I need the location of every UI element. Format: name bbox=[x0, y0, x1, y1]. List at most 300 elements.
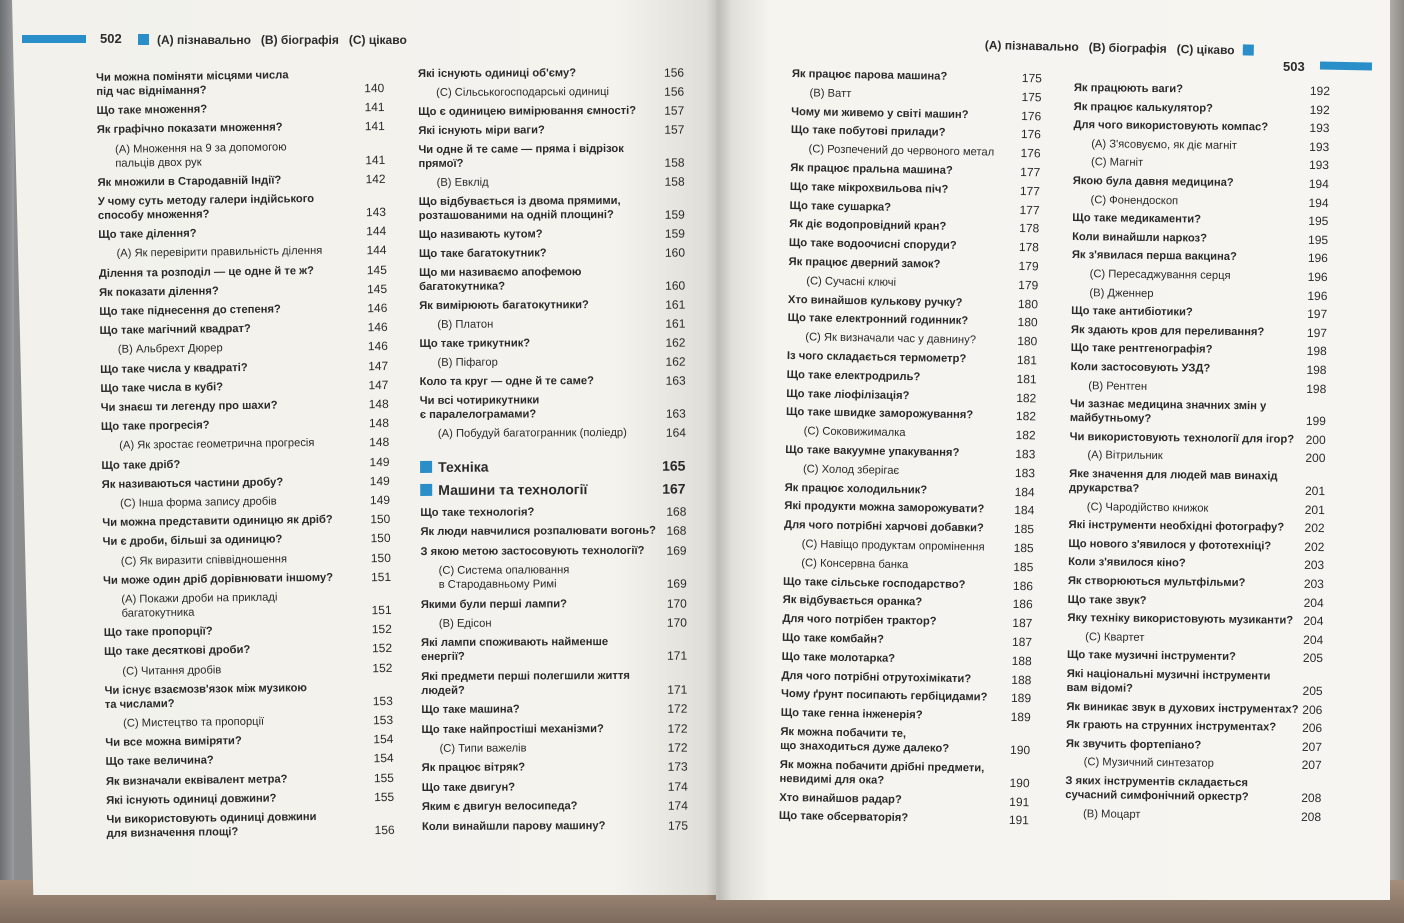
toc-entry-title: У чому суть методу галери індійського bbox=[97, 192, 315, 208]
toc-entry-title: Які національні музичні інструменти bbox=[1066, 667, 1271, 683]
toc-entry-title: (С) Читання дробів bbox=[122, 663, 222, 678]
toc-entry-title: є паралелограмами? bbox=[419, 408, 537, 421]
toc-entry-page: 202 bbox=[1304, 521, 1325, 536]
toc-entry bbox=[779, 791, 1030, 809]
toc-entry bbox=[1065, 775, 1248, 790]
toc-entry bbox=[791, 68, 1043, 86]
toc-entry-page: 145 bbox=[366, 281, 388, 297]
toc-entry bbox=[790, 124, 1042, 142]
toc-entry-title: (А) Як перевірити правильність ділення bbox=[116, 245, 323, 261]
toc-entry-title: Що ми називаємо апофемою bbox=[419, 266, 582, 279]
toc-entry-title: (С) Магніт bbox=[1090, 156, 1144, 170]
toc-entry-page: 189 bbox=[1010, 691, 1032, 706]
toc-entry bbox=[782, 613, 1033, 631]
toc-entry-page: 172 bbox=[667, 701, 688, 716]
toc-entry bbox=[421, 682, 688, 698]
toc-entry bbox=[420, 425, 686, 441]
toc-entry bbox=[102, 492, 391, 511]
toc-entry bbox=[1073, 82, 1331, 99]
toc-entry-title: (В) Рентген bbox=[1088, 379, 1148, 393]
section-page: 165 bbox=[662, 457, 686, 474]
toc-entry-title: Із чого складається термометр? bbox=[786, 349, 967, 366]
toc-entry-title: під час віднімання? bbox=[96, 84, 207, 98]
toc-entry-title: (С) Як виразити співвідношення bbox=[120, 552, 288, 568]
toc-entry-page: 185 bbox=[1013, 540, 1034, 556]
toc-entry-page: 193 bbox=[1309, 139, 1330, 154]
toc-entry-page: 164 bbox=[665, 425, 686, 440]
toc-entry bbox=[786, 387, 1037, 405]
toc-entry-page: 146 bbox=[367, 339, 388, 354]
toc-entry bbox=[1073, 119, 1330, 136]
toc-entry-page: 182 bbox=[1015, 409, 1037, 424]
toc-entry-title: Як з'явилася перша вакцина? bbox=[1071, 249, 1237, 264]
toc-entry-title: (С) Квартет bbox=[1085, 630, 1145, 644]
toc-entry-page: 163 bbox=[665, 373, 686, 388]
toc-entry-title: (А) Побудуй багатогранник (поліедр) bbox=[437, 426, 627, 440]
toc-entry bbox=[96, 119, 385, 138]
section-square-icon bbox=[420, 484, 432, 496]
toc-entry-page: 187 bbox=[1012, 616, 1033, 631]
toc-entry bbox=[420, 504, 687, 520]
toc-section-heading bbox=[420, 457, 686, 475]
toc-entry-page: 174 bbox=[667, 798, 688, 813]
toc-entry-title: Які продукти можна заморожувати? bbox=[784, 500, 985, 516]
toc-entry-title: Чи можна представити одиницю як дріб? bbox=[102, 513, 333, 530]
toc-entry bbox=[102, 531, 391, 550]
toc-entry-title: Як діє водопровідний кран? bbox=[789, 218, 947, 234]
toc-entry bbox=[781, 650, 1032, 669]
page-number-left: 502 bbox=[100, 31, 122, 46]
toc-entry bbox=[786, 425, 1036, 443]
toc-entry bbox=[105, 770, 395, 789]
toc-entry-title: Коли винайшли наркоз? bbox=[1072, 230, 1208, 245]
toc-entry-title: Для чого потрібні харчові добавки? bbox=[783, 519, 984, 535]
toc-entry-page: 201 bbox=[1304, 483, 1326, 499]
toc-entry-page: 174 bbox=[667, 779, 688, 794]
toc-entry-title: (В) Піфагор bbox=[437, 356, 498, 369]
toc-entry-page: 185 bbox=[1013, 522, 1035, 537]
toc-entry-page: 193 bbox=[1309, 121, 1330, 136]
toc-entry bbox=[782, 594, 1033, 612]
toc-entry-title: Ділення та розподіл — це одне й те ж? bbox=[98, 264, 314, 280]
toc-entry-page: 188 bbox=[1011, 653, 1032, 669]
toc-entry bbox=[100, 358, 389, 377]
toc-entry-title: Що таке генна інженерія? bbox=[780, 707, 923, 722]
toc-entry-page: 157 bbox=[664, 103, 685, 118]
toc-entry-title: людей? bbox=[421, 684, 465, 697]
toc-entry bbox=[419, 316, 686, 332]
toc-entry-title: Як можна побачити те, bbox=[780, 725, 907, 741]
toc-entry-page: 195 bbox=[1308, 214, 1329, 229]
toc-entry-title: Чи все можна виміряти? bbox=[105, 735, 242, 750]
toc-entry bbox=[103, 550, 391, 569]
toc-entry bbox=[785, 463, 1036, 481]
toc-entry-page: 175 bbox=[1021, 71, 1043, 86]
toc-entry-title: Що таке ліофілізація? bbox=[786, 387, 910, 402]
toc-entry-title: З якою метою застосовують технології? bbox=[420, 544, 645, 558]
header-categories-text: (А) пізнавально (В) біографія (С) цікаво bbox=[157, 33, 407, 47]
toc-entry-page: 187 bbox=[1011, 634, 1033, 650]
toc-entry-title: Як працюють ваги? bbox=[1073, 82, 1184, 96]
toc-entry-page: 172 bbox=[667, 721, 688, 736]
header-square-icon bbox=[1242, 44, 1253, 55]
toc-entry-title: Які існують одиниці об'єму? bbox=[418, 67, 577, 80]
toc-entry-title: (В) Едісон bbox=[438, 617, 492, 630]
toc-entry bbox=[97, 152, 386, 170]
toc-entry bbox=[419, 335, 686, 351]
toc-entry-title: Що таке магічний квадрат? bbox=[99, 323, 251, 338]
toc-entry bbox=[1070, 323, 1328, 340]
toc-entry bbox=[780, 707, 1031, 725]
toc-entry bbox=[779, 772, 1030, 791]
toc-entry-title: Коло та круг — одне й те саме? bbox=[419, 375, 594, 388]
toc-entry-page: 188 bbox=[1011, 672, 1032, 687]
toc-entry bbox=[778, 810, 1030, 828]
toc-entry bbox=[1072, 268, 1328, 285]
page-number-right: 503 bbox=[1283, 59, 1305, 74]
toc-entry-page: 207 bbox=[1301, 739, 1323, 754]
toc-entry-page: 147 bbox=[368, 377, 389, 393]
toc-entry-title: Що нового з'явилося у фототехніці? bbox=[1068, 537, 1272, 553]
toc-entry-page: 168 bbox=[666, 504, 687, 519]
toc-entry-page: 182 bbox=[1016, 390, 1037, 405]
toc-entry-title: (С) Холод зберігає bbox=[802, 463, 900, 477]
toc-entry-page: 161 bbox=[665, 316, 686, 331]
toc-entry-page: 205 bbox=[1302, 651, 1324, 666]
toc-entry-title: Для чого використовують компас? bbox=[1073, 119, 1269, 134]
toc-entry-title: пальців двох рук bbox=[115, 156, 202, 170]
toc-entry-page: 208 bbox=[1300, 809, 1322, 824]
toc-entry bbox=[1073, 156, 1330, 173]
toc-entry-title: Для чого потрібні отрутохімікати? bbox=[781, 669, 972, 685]
toc-entry-page: 170 bbox=[666, 615, 687, 630]
toc-entry-page: 206 bbox=[1302, 721, 1323, 736]
toc-entry bbox=[105, 712, 394, 731]
toc-entry-title: Для чого потрібен трактор? bbox=[782, 613, 937, 628]
toc-entry-title: Як люди навчилися розпалювати вогонь? bbox=[420, 525, 656, 539]
toc-entry-page: 146 bbox=[367, 320, 388, 335]
toc-entry-page: 198 bbox=[1306, 344, 1327, 359]
toc-entry bbox=[786, 368, 1037, 387]
toc-entry-page: 186 bbox=[1012, 597, 1033, 612]
toc-entry-page: 202 bbox=[1304, 539, 1325, 554]
toc-entry-title: Як множили в Стародавній Індії? bbox=[97, 174, 282, 189]
toc-entry-title: (С) Інша форма запису дробів bbox=[119, 495, 277, 510]
toc-entry bbox=[421, 615, 687, 631]
toc-entry-page: 197 bbox=[1306, 325, 1328, 340]
toc-entry-page: 191 bbox=[1009, 794, 1030, 809]
toc-entry-title: Хто винайшов радар? bbox=[779, 791, 902, 806]
toc-entry bbox=[789, 180, 1041, 199]
toc-entry bbox=[104, 641, 393, 659]
toc-entry-page: 189 bbox=[1010, 710, 1031, 725]
toc-entry-title: Чи зазнає медицина значних змін у bbox=[1069, 398, 1267, 413]
toc-entry-title: Як працює дверний замок? bbox=[788, 255, 941, 271]
toc-entry-title: Що називають кутом? bbox=[418, 228, 543, 241]
toc-entry-page: 194 bbox=[1308, 176, 1329, 192]
toc-entry bbox=[421, 564, 570, 578]
toc-entry-page: 155 bbox=[374, 789, 395, 804]
toc-entry-page: 196 bbox=[1307, 269, 1328, 285]
toc-entry-page: 180 bbox=[1017, 334, 1038, 349]
toc-entry-title: Як називаються частини дробу? bbox=[101, 476, 284, 491]
toc-entry-title: (С) Музичний синтезатор bbox=[1083, 756, 1214, 771]
toc-entry-page: 194 bbox=[1308, 195, 1329, 210]
toc-entry bbox=[1069, 449, 1326, 466]
toc-entry-page: 152 bbox=[372, 660, 393, 675]
toc-entry-page: 177 bbox=[1019, 202, 1040, 217]
toc-entry-title: Що таке величина? bbox=[105, 754, 214, 769]
toc-entry-page: 193 bbox=[1308, 158, 1330, 173]
toc-entry-title: Що таке вакуумне упакування? bbox=[785, 443, 960, 459]
toc-entry bbox=[418, 122, 685, 138]
toc-entry bbox=[419, 278, 686, 294]
toc-entry-page: 150 bbox=[370, 550, 391, 565]
toc-entry bbox=[421, 576, 687, 592]
toc-entry-page: 182 bbox=[1015, 428, 1036, 443]
toc-entry-title: Що таке прогресія? bbox=[100, 419, 210, 434]
toc-entry-page: 152 bbox=[371, 622, 392, 637]
toc-entry-page: 146 bbox=[367, 300, 388, 316]
toc-entry bbox=[100, 396, 389, 414]
toc-entry-page: 141 bbox=[365, 152, 386, 167]
toc-entry-page: 153 bbox=[372, 712, 394, 728]
toc-entry bbox=[419, 266, 581, 280]
toc-entry-title: Як звучить фортепіано? bbox=[1065, 737, 1202, 752]
header-color-bar bbox=[22, 35, 86, 43]
toc-entry-title: (С) Пересаджування серця bbox=[1089, 268, 1231, 282]
toc-entry-page: 156 bbox=[374, 822, 395, 838]
toc-entry bbox=[1070, 360, 1327, 378]
toc-entry-title: (А) Як зростає геометрична прогресія bbox=[119, 437, 315, 453]
header-categories-text: (А) пізнавально (В) біографія (С) цікаво bbox=[984, 38, 1235, 58]
toc-entry-title: (А) З'ясовуємо, як діє магніт bbox=[1091, 138, 1238, 152]
toc-entry-title: (В) Моцарт bbox=[1082, 807, 1141, 821]
toc-entry-title: що знаходиться дуже далеко? bbox=[780, 739, 950, 755]
toc-entry bbox=[106, 822, 395, 841]
toc-entry bbox=[419, 174, 685, 190]
toc-entry-title: Як визначали еквівалент метра? bbox=[105, 772, 288, 788]
toc-entry-page: 198 bbox=[1306, 362, 1327, 378]
toc-entry-page: 153 bbox=[372, 693, 393, 708]
toc-entry-title: Що таке водоочисні споруди? bbox=[788, 237, 957, 253]
background-left-edge bbox=[0, 0, 14, 923]
toc-entry bbox=[1067, 593, 1324, 610]
toc-entry bbox=[421, 636, 608, 650]
toc-entry bbox=[100, 339, 388, 358]
toc-entry-page: 185 bbox=[1013, 559, 1034, 575]
toc-entry bbox=[100, 416, 390, 435]
toc-entry-page: 196 bbox=[1307, 251, 1328, 266]
toc-entry-title: Яку техніку використовують музиканти? bbox=[1067, 612, 1294, 627]
toc-entry-title: (С) Сучасні ключі bbox=[806, 275, 897, 289]
toc-entry bbox=[103, 602, 392, 621]
toc-entry-title: Що таке молотарка? bbox=[781, 650, 896, 665]
toc-entry bbox=[421, 670, 630, 684]
toc-entry-title: Що таке багатокутник? bbox=[418, 247, 547, 260]
toc-entry-page: 160 bbox=[665, 278, 686, 293]
toc-entry-title: Як працює парова машина? bbox=[791, 68, 948, 83]
toc-entry-page: 154 bbox=[373, 732, 394, 747]
toc-entry-page: 147 bbox=[368, 358, 389, 373]
toc-entry-title: прямої? bbox=[418, 157, 464, 170]
toc-entry-page: 149 bbox=[369, 473, 390, 489]
toc-entry-page: 176 bbox=[1021, 108, 1042, 123]
toc-entry-page: 195 bbox=[1308, 232, 1329, 247]
toc-entry bbox=[1073, 138, 1330, 154]
toc-entry bbox=[780, 726, 906, 741]
toc-entry bbox=[103, 622, 392, 641]
toc-entry bbox=[1068, 556, 1325, 573]
toc-entry-page: 144 bbox=[366, 224, 387, 239]
toc-entry-title: Що таке машина? bbox=[421, 703, 520, 717]
toc-entry-page: 203 bbox=[1304, 558, 1325, 573]
toc-entry-title: (С) Консервна банка bbox=[801, 557, 909, 571]
toc-entry-title: Як виникає звук в духових інструментах? bbox=[1066, 700, 1299, 716]
toc-entry bbox=[422, 740, 688, 756]
toc-entry-title: (А) Вітрильник bbox=[1087, 449, 1163, 463]
toc-entry-title: Що таке електронний годинник? bbox=[787, 312, 969, 328]
toc-entry-page: 158 bbox=[664, 174, 685, 189]
header-square-icon bbox=[138, 34, 149, 45]
toc-entry-title: Як вимірюють багатокутники? bbox=[419, 299, 589, 312]
toc-entry-page: 203 bbox=[1303, 576, 1325, 592]
toc-entry-title: Що таке сільське господарство? bbox=[782, 575, 966, 591]
toc-entry bbox=[103, 592, 277, 607]
toc-entry-title: (С) Мистецтво та пропорції bbox=[123, 715, 265, 730]
toc-entry-page: 208 bbox=[1301, 790, 1322, 806]
toc-entry-page: 173 bbox=[667, 759, 688, 775]
toc-entry-title: Що є одиницею вимірювання ємності? bbox=[418, 104, 637, 118]
toc-entry bbox=[1065, 737, 1323, 754]
toc-entry-title: Як створюються мультфільми? bbox=[1067, 574, 1246, 590]
toc-entry-title: Чи всі чотирикутники bbox=[419, 394, 540, 407]
toc-entry bbox=[789, 199, 1040, 217]
toc-entry-title: Що таке музичні інструменти? bbox=[1066, 649, 1236, 664]
toc-entry-page: 169 bbox=[666, 576, 687, 591]
toc-entry-page: 201 bbox=[1304, 502, 1325, 517]
toc-entry-title: (В) Альбрехт Дюрер bbox=[117, 342, 223, 357]
toc-entry-title: та числами? bbox=[104, 697, 175, 711]
toc-entry-title: Що таке числа в кубі? bbox=[100, 381, 224, 395]
toc-entry bbox=[106, 789, 395, 807]
toc-entry-page: 183 bbox=[1015, 446, 1036, 462]
toc-entry-page: 198 bbox=[1306, 381, 1327, 396]
toc-entry-title: майбутньому? bbox=[1069, 412, 1152, 426]
toc-entry bbox=[419, 297, 686, 313]
toc-entry bbox=[1072, 212, 1329, 229]
toc-entry-page: 192 bbox=[1309, 83, 1331, 99]
toc-entry-page: 169 bbox=[666, 543, 687, 558]
toc-entry-page: 184 bbox=[1014, 503, 1035, 518]
toc-entry-page: 190 bbox=[1010, 742, 1031, 758]
toc-entry-title: Що таке числа у квадраті? bbox=[100, 361, 248, 376]
toc-entry bbox=[421, 818, 689, 834]
toc-entry-title: Чи знаєш ти легенду про шахи? bbox=[100, 399, 278, 414]
toc-entry bbox=[421, 798, 688, 814]
toc-entry-title: (С) Як визначали час у давнину? bbox=[805, 331, 977, 347]
toc-entry-page: 162 bbox=[665, 354, 686, 369]
toc-entry-title: багатокутника bbox=[121, 606, 195, 620]
toc-entry-page: 204 bbox=[1303, 595, 1324, 610]
toc-entry-title: (С) Розпечений до червоного метал bbox=[808, 143, 995, 159]
toc-entry-page: 190 bbox=[1009, 775, 1030, 791]
toc-entry bbox=[418, 245, 686, 261]
toc-entry-title: невидимі для ока? bbox=[779, 772, 885, 787]
toc-entry-page: 152 bbox=[371, 641, 393, 656]
toc-entry-title: Як графічно показати множення? bbox=[96, 121, 283, 137]
toc-entry bbox=[1066, 756, 1322, 773]
toc-entry-page: 144 bbox=[366, 243, 387, 258]
toc-entry-page: 155 bbox=[373, 770, 395, 785]
toc-entry-title: Яке значення для людей мав винахід bbox=[1069, 467, 1278, 483]
toc-entry bbox=[1069, 500, 1325, 517]
toc-entry-page: 142 bbox=[365, 171, 386, 187]
toc-entry bbox=[1069, 412, 1326, 429]
toc-entry-title: Як працює пральна машина? bbox=[790, 161, 953, 177]
toc-entry-title: Що таке технологія? bbox=[420, 506, 535, 519]
toc-entry-page: 200 bbox=[1305, 451, 1326, 466]
toc-entry-page: 150 bbox=[370, 512, 391, 527]
toc-entry bbox=[420, 394, 540, 408]
header-categories-left bbox=[130, 33, 407, 47]
toc-entry-title: Як працює калькулятор? bbox=[1073, 100, 1213, 115]
toc-entry-page: 205 bbox=[1302, 683, 1323, 699]
toc-entry-title: (С) Фонендоскоп bbox=[1090, 193, 1179, 207]
toc-entry-title: багатокутника? bbox=[419, 280, 506, 293]
toc-entry bbox=[421, 779, 688, 794]
toc-entry-page: 170 bbox=[666, 596, 687, 611]
toc-entry bbox=[1071, 305, 1328, 322]
toc-entry bbox=[420, 523, 687, 539]
toc-entry-title: Що таке найпростіші механізми? bbox=[421, 722, 604, 736]
toc-entry bbox=[1071, 286, 1328, 303]
toc-entry bbox=[1066, 649, 1324, 666]
section-title: Техніка bbox=[438, 458, 489, 475]
toc-entry-page: 158 bbox=[664, 155, 685, 170]
toc-entry-title: (А) Множення на 9 за допомогою bbox=[114, 140, 287, 156]
toc-entry bbox=[1070, 379, 1327, 396]
toc-entry-title: Чи можна поміняти місцями числа bbox=[96, 69, 289, 84]
toc-entry-title: друкарства? bbox=[1068, 481, 1140, 495]
toc-entry-title: розташованими на одній площині? bbox=[418, 208, 614, 222]
toc-entry-title: Що таке звук? bbox=[1067, 593, 1147, 607]
toc-entry bbox=[105, 751, 394, 770]
toc-entry-title: (С) Соковижималка bbox=[803, 425, 906, 440]
toc-entry bbox=[98, 281, 388, 300]
toc-entry-page: 183 bbox=[1014, 465, 1036, 481]
toc-entry bbox=[96, 100, 385, 119]
toc-entry bbox=[420, 354, 686, 370]
toc-entry bbox=[781, 631, 1033, 650]
toc-entry-page: 177 bbox=[1020, 164, 1041, 180]
toc-entry-title: (В) Платон bbox=[437, 318, 494, 331]
header-color-bar bbox=[1320, 61, 1372, 70]
toc-entry bbox=[101, 454, 390, 472]
toc-entry-title: способу множення? bbox=[97, 208, 210, 222]
toc-entry-title: Що таке десяткові дроби? bbox=[104, 644, 251, 659]
toc-entry-title: Чи існує взаємозв'язок між музикою bbox=[104, 681, 308, 697]
toc-entry bbox=[791, 87, 1042, 105]
toc-entry-page: 197 bbox=[1307, 307, 1328, 322]
toc-entry-title: Що таке обсерваторія? bbox=[778, 810, 909, 825]
section-page: 167 bbox=[662, 480, 686, 497]
toc-entry-title: З яких інструментів складається bbox=[1065, 774, 1249, 790]
toc-entry-title: Чи використовують одиниці довжини bbox=[106, 810, 317, 826]
toc-entry-title: Коли з'явилося кіно? bbox=[1068, 556, 1186, 570]
toc-entry-title: (А) Покажи дроби на прикладі bbox=[121, 591, 278, 606]
toc-entry-title: Як відбувається оранка? bbox=[782, 594, 923, 609]
